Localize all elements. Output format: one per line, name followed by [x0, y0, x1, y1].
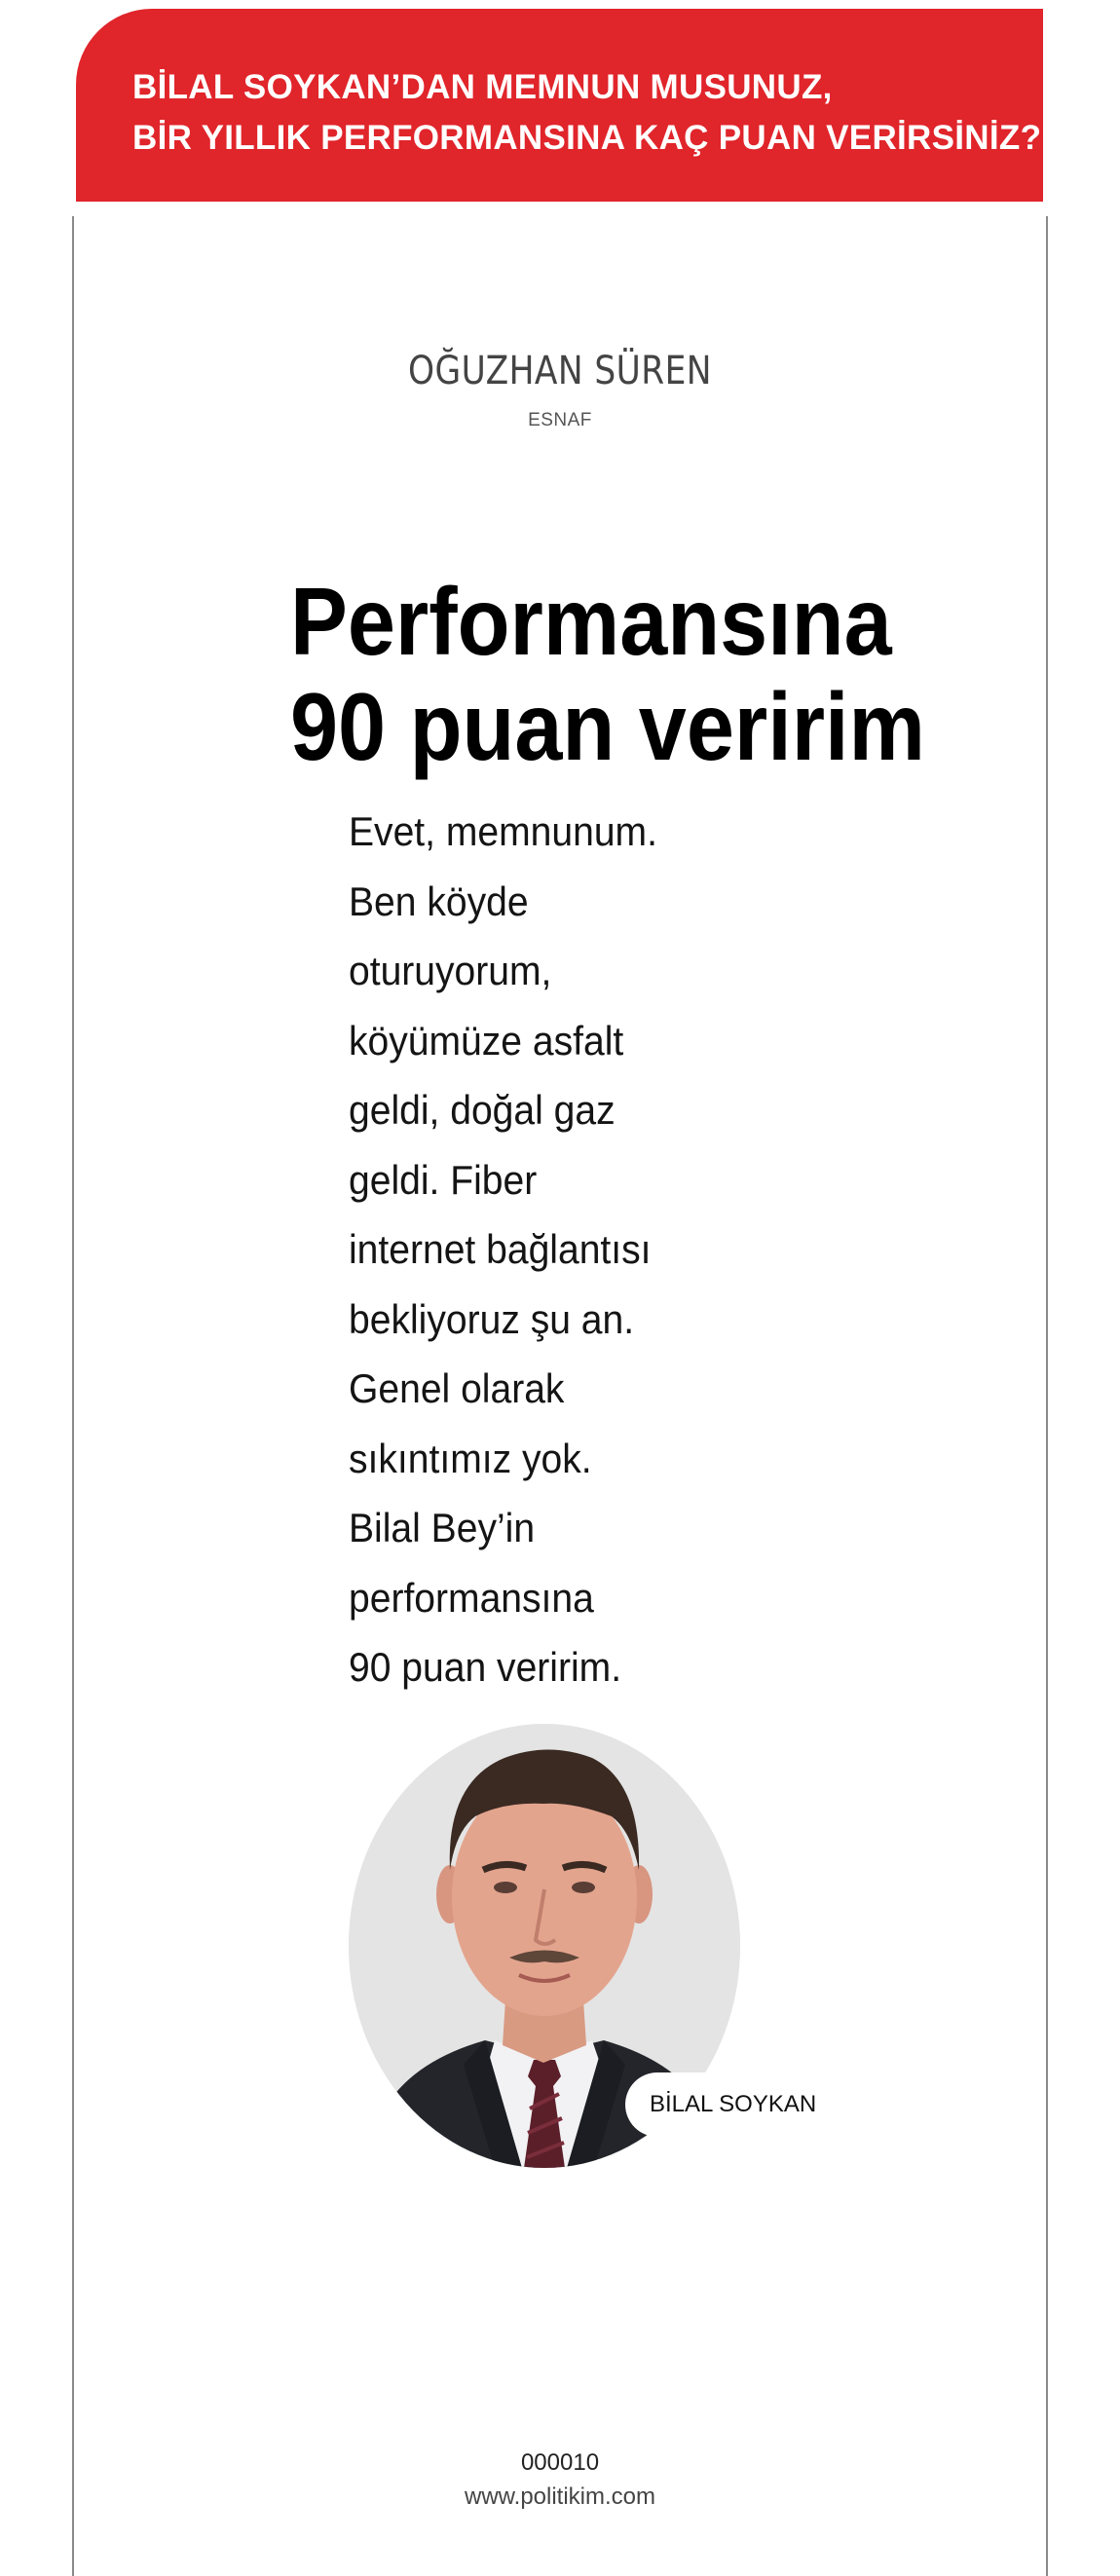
quote-line: oturuyorum, — [349, 948, 552, 993]
headline-line-2: 90 puan veririm — [290, 673, 925, 780]
quote-line: geldi. Fiber — [349, 1156, 538, 1203]
frame-right-border — [1046, 216, 1048, 2576]
frame-left-border — [72, 216, 74, 2576]
question-banner — [76, 9, 1043, 202]
headline-line-1: Performansına — [290, 568, 892, 675]
quote-line: Ben köyde — [349, 877, 529, 924]
quote-line: bekliyoruz şu an. — [349, 1295, 635, 1342]
quote-line: Bilal Bey’in — [349, 1505, 536, 1550]
quote-line: sıkıntımız yok. — [349, 1435, 592, 1481]
banner-question-line-1: BİLAL SOYKAN’DAN MEMNUN MUSUNUZ, — [132, 68, 833, 106]
quote-line: 90 puan veririm. — [349, 1644, 622, 1690]
quote-line: performansına — [349, 1574, 594, 1621]
quote-text — [349, 797, 855, 1702]
speaker-role: ESNAF — [528, 410, 592, 430]
quote-line: Genel olarak — [349, 1365, 565, 1411]
portrait-name-tag: BİLAL SOYKAN — [625, 2072, 828, 2137]
speaker-name: OĞUZHAN SÜREN — [408, 349, 712, 393]
banner-question-line-2: BİR YILLIK PERFORMANSINA KAÇ PUAN VERİRSİNİZ? — [132, 119, 1042, 157]
headline — [290, 569, 1030, 779]
footer-code: 000010 — [520, 2449, 600, 2476]
quote-line: geldi, doğal gaz — [349, 1087, 616, 1133]
quote-line: internet bağlantısı — [349, 1226, 652, 1272]
quote-line: köyümüze asfalt — [349, 1017, 624, 1064]
footer-website-link[interactable]: www.politikim.com — [464, 2483, 656, 2510]
quote-line: Evet, memnunum. — [349, 808, 657, 854]
